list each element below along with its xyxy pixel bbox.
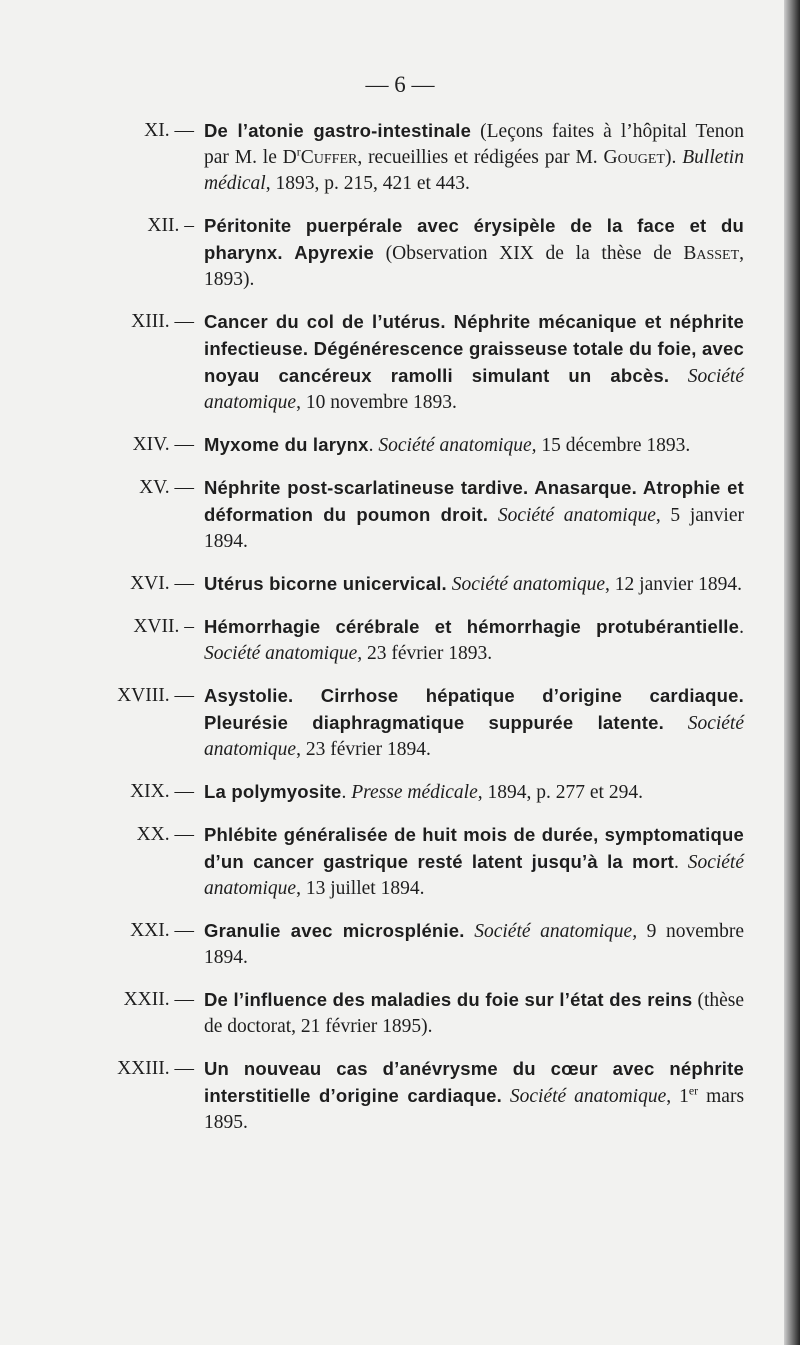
entry-text: Asystolie. Cirrhose hépatique d’origine cardiaque. Pleurésie diaphragmatique suppurée latente. Société anatomique, 23 février 1894. [204,685,744,760]
journal-name: Presse médicale [351,782,478,803]
bibliography-list [84,118,744,1136]
page-number: — 6 — [365,72,435,97]
entry-title: Néphrite post-scarlatineuse tardive. Anasarque. Atrophie et déformation du poumon droit. [204,477,744,525]
entry-number: XVII. – [133,616,194,637]
entry-text: De l’influence des maladies du foie sur l’état des reins (thèse de doctorat, 21 février 1895). [204,989,745,1037]
journal-name: Bulletin médical [204,147,744,194]
bibliography-entry [84,118,744,197]
entry-title: Utérus bicorne unicervical. [204,573,447,594]
scan-page-edge [784,0,800,1345]
bibliography-entry [84,683,744,763]
bibliography-entry [84,571,744,598]
entry-number: XIV. — [132,434,194,455]
entry-text: Phlébite généralisée de huit mois de durée, symptomatique d’un cancer gastrique resté latent jusqu’à la mort. Société anatomique, 13 juillet 1894. [204,824,744,899]
entry-text: Hémorrhagie cérébrale et hémorrhagie protubérantielle. Société anatomique, 23 février 1893. [204,616,744,664]
entry-number: XI. — [144,120,194,141]
bibliography-entry [84,614,744,667]
entry-number: XVI. — [130,573,194,594]
entry-number: XXII. — [123,989,194,1010]
entry-title: La polymyosite [204,781,342,802]
entry-title: Cancer du col de l’utérus. Néphrite mécanique et néphrite infectieuse. Dégénérescence graisseuse totale du foie, avec noyau cancéreux ramolli simulant un abcès. [204,311,744,386]
bibliography-entry [84,987,744,1040]
entry-text: Néphrite post-scarlatineuse tardive. Anasarque. Atrophie et déformation du poumon droit. Société anatomique, 5 janvier 1894. [204,477,745,552]
journal-name: Société anatomique [509,1086,667,1107]
journal-name: Société anatomique [204,366,745,413]
bibliography-entry [84,432,744,459]
journal-name: Société anatomique, [378,435,537,456]
bibliography-entry [84,475,744,555]
entry-number: XX. — [136,824,194,845]
journal-name: Société anatomique [204,713,744,760]
entry-text: Péritonite puerpérale avec érysipèle de la face et du pharynx. Apyrexie (Observation XIX de la thèse de Basset, 1893). [204,215,744,290]
entry-title: De l’atonie gastro-intestinale [204,120,472,141]
bibliography-entry [84,918,744,971]
entry-text: Granulie avec microsplénie. Société anatomique, 9 novembre 1894. [204,920,745,968]
entry-title: Myxome du larynx [204,434,369,455]
entry-number: XVIII. — [117,685,194,706]
entry-number: XXI. — [130,920,194,941]
entry-title: Phlébite généralisée de huit mois de durée, symptomatique d’un cancer gastrique resté latent jusqu’à la mort [204,824,744,872]
entry-text: Myxome du larynx. Société anatomique, 15 décembre 1893. [204,434,691,456]
entry-text: Un nouveau cas d’anévrysme du cœur avec néphrite interstitielle d’origine cardiaque. Société anatomique, 1er mars 1895. [204,1058,745,1133]
journal-name: Société anatomique, [474,921,638,942]
entry-number: XIII. — [131,311,194,332]
entry-title: Hémorrhagie cérébrale et hémorrhagie protubérantielle [204,616,740,637]
entry-title: Péritonite puerpérale avec érysipèle de la face et du pharynx. Apyrexie [204,215,744,263]
entry-title: Un nouveau cas d’anévrysme du cœur avec néphrite interstitielle d’origine cardiaque. [204,1058,744,1106]
entry-title: Granulie avec microsplénie. [204,920,465,941]
entry-number: XII. – [147,215,194,236]
entry-text: Utérus bicorne unicervical. Société anatomique, 12 janvier 1894. [204,573,743,595]
journal-name: Société anatomique, [204,643,363,664]
author-name: Basset [683,243,740,264]
bibliography-entry [84,1056,744,1136]
journal-name: Société anatomique [451,574,606,595]
bibliography-entry [84,779,744,806]
entry-text: Cancer du col de l’utérus. Néphrite mécanique et néphrite infectieuse. Dégénérescence graisseuse totale du foie, avec noyau cancéreux ramolli simulant un abcès. Société anatomique, 10 novembre 1893. [204,311,745,413]
author-name: Cuffer [300,147,358,168]
journal-name: Société anatomique [204,852,744,899]
bibliography-entry [84,309,744,416]
author-name: Gouget [603,147,666,168]
entry-title: Asystolie. Cirrhose hépatique d’origine cardiaque. Pleurésie diaphragmatique suppurée latente. [204,685,744,733]
entry-number: XXIII. — [117,1058,194,1079]
entry-text: La polymyosite. Presse médicale, 1894, p. 277 et 294. [204,781,643,803]
entry-text: De l’atonie gastro-intestinale (Leçons faites à l’hôpital Tenon par M. le $D^rCuffer$, recueillies et rédigées par M. Gouget). Bulletin médical, 1893, p. 215, 421 et 443. [204,120,744,194]
journal-name: Société anatomique [497,505,656,526]
entry-title: De l’influence des maladies du foie sur l’état des reins [204,989,693,1010]
bibliography-entry [84,213,744,293]
bibliography-entry [84,822,744,902]
entry-number: XIX. — [130,781,194,802]
entry-number: XV. — [139,477,194,498]
